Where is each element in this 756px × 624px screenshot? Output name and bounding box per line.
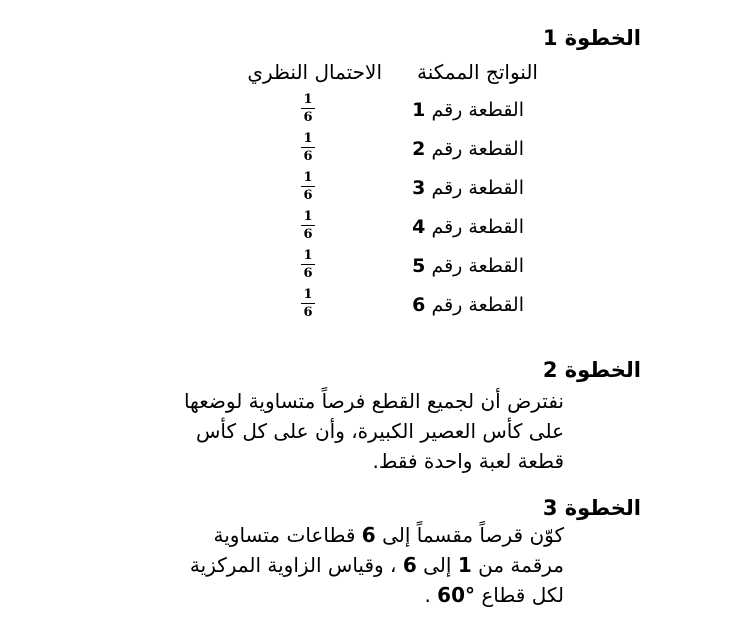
step3-paragraph — [134, 520, 564, 610]
probability-fraction: 1 6 — [300, 209, 316, 242]
step2-title: الخطوة 2 — [542, 358, 641, 382]
outcome-row: القطعة رقم 1 — [412, 99, 524, 121]
probability-fraction: 1 6 — [300, 131, 316, 164]
outcome-row: القطعة رقم 6 — [412, 294, 524, 316]
step2-paragraph — [134, 386, 564, 476]
step3-line: مرقمة من 1 إلى 6 ، وقياس الزاوية المركزية — [189, 553, 564, 577]
probability-fraction: 1 6 — [300, 287, 316, 320]
outcomes-column-header: النواتج الممكنة — [417, 60, 538, 84]
step1-title: الخطوة 1 — [542, 26, 641, 50]
outcome-row: القطعة رقم 3 — [412, 177, 524, 199]
probability-column-header: الاحتمال النظري — [247, 60, 382, 84]
probability-fraction: 1 6 — [300, 248, 316, 281]
angle-value: 60° — [437, 583, 475, 607]
outcome-row: القطعة رقم 4 — [412, 216, 524, 238]
step2-line: نفترض أن لجميع القطع فرصاً متساوية لوضعها — [183, 389, 564, 413]
probability-fraction: 1 6 — [300, 170, 316, 203]
probability-fraction: 1 6 — [300, 92, 316, 125]
outcome-row: القطعة رقم 2 — [412, 138, 524, 160]
step2-line: على كأس العصير الكبيرة، وأن على كل كأس — [195, 419, 564, 443]
step3-line: كوّن قرصاً مقسماً إلى 6 قطاعات متساوية — [213, 523, 564, 547]
step3-line: لكل قطاع 60° . — [424, 583, 564, 607]
outcome-row: القطعة رقم 5 — [412, 255, 524, 277]
step2-line: قطعة لعبة واحدة فقط. — [372, 449, 564, 473]
step3-title: الخطوة 3 — [542, 496, 641, 520]
